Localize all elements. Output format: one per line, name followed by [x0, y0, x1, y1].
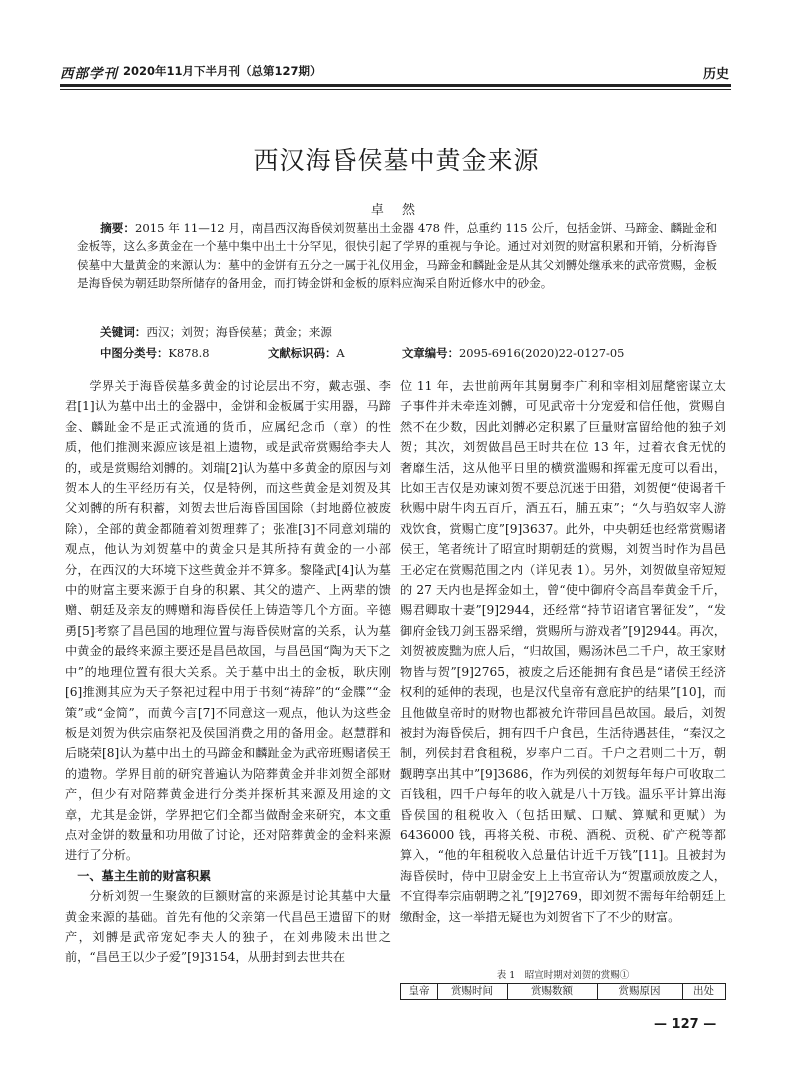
classification-line — [100, 345, 720, 361]
table-header-cell: 赏赐原因 — [597, 984, 683, 999]
header-rule-thick — [60, 84, 731, 87]
page-number: — 127 — — [654, 1017, 717, 1032]
abstract — [77, 219, 717, 293]
document-code: 文献标识码：A — [268, 346, 345, 360]
page-header — [60, 60, 731, 84]
body-paragraph: 分析刘贺一生聚敛的巨额财富的来源是讨论其墓中大量黄金来源的基础。首先有他的父亲第一代昌邑王遗留下的财产，刘髆是武帝宠妃李夫人的独子，在刘弗陵未出世之前，“昌邑王以少子爱”[9]3154，从册封到去世共在 — [65, 889, 391, 965]
abstract-text: 2015 年 11—12 月，南昌西汉海昏侯刘贺墓出土金器 478 件，总重约 115 公斤，包括金饼、马蹄金、麟趾金和金板等，这么多黄金在一个墓中集中出土十分罕见，很快引起了学界的重视与争论。通过对刘贺的财富积累和开销，分析海昏侯墓中大量黄金的来源认为：墓中的金饼有五分之一属于礼仪用金，马蹄金和麟趾金是从其父刘髆处继承来的武帝赏赐，金板是海昏侯为朝廷助祭所储存的备用金，而打铸金饼和金板的原料应淘采自附近修水中的砂金。 — [77, 221, 717, 291]
issue-info: 2020年11月下半月刊（总第127期） — [123, 64, 322, 78]
keywords-text: 西汉；刘贺；海昏侯墓；黄金；来源 — [146, 325, 332, 339]
section-heading: 一、墓主生前的财富积累 — [77, 868, 212, 883]
clc-number: 中图分类号：K878.8 — [100, 346, 210, 360]
right-column — [400, 376, 726, 927]
section-name: 历史 — [702, 67, 729, 82]
article-title: 西汉海昏侯墓中黄金来源 — [253, 146, 540, 175]
body-paragraph: 位 11 年，去世前两年其舅舅李广利和宰相刘屈氂密谋立太子事件并未牵连刘髆，可见武帝十分宠爱和信任他，赏赐自然不在少数，因此刘髆必定积累了巨量财富留给他的独子刘贺；其次，刘贺做昌邑王时共在位 13 年，过着衣食无忧的奢靡生活，这从他平日里的横赏滥赐和挥霍无度可以看出，比如王吉仅是劝谏刘贺不要总沉迷于田猎，刘贺便“使谒者千秋赐中尉牛肉五百斤，酒五石，脯五束”；“久与驺奴宰人游戏饮食，赏赐亡度”[9]3637。此外，中央朝廷也经常赏赐诸侯王，笔者统计了昭宣时期朝廷的赏赐，刘贺当时作为昌邑王必定在赏赐范围之内（详见表 1）。另外，刘贺做皇帝短短的 27 天内也是挥金如土，曾“使中御府令高昌奉黄金千斤，赐君卿取十妻”[9]2944，还经常“持节诏诸官署征发”，“发御府金钱刀剑玉器采缯，赏赐所与游戏者”[9]2944。再次，刘贺被废黜为庶人后，“归故国，赐汤沐邑二千户，故王家财物皆与贺”[9]2765，被废之后还能拥有食邑是“诸侯王经济权利的延伸的表现，也是汉代皇帝有意庇护的结果”[10]，而且他做皇帝时的财物也都被允许带回昌邑故国。最后，刘贺被封为海昏侯后，拥有四千户食邑，生活待遇甚佳，“秦汉之制，列侯封君食租税，岁率户二百。千户之君则二十万，朝觐聘享出其中”[9]3686，作为列侯的刘贺每年每户可收取二百钱租，四千户每年的收入就是八十万钱。温乐平计算出海昏侯国的租税收入（包括田赋、口赋、算赋和更赋）为 6436000 钱，再将关税、市税、酒税、贡税、矿产税等都算入，“他的年租税收入总量估计近千万钱”[11]。且被封为海昏侯时，侍中卫尉金安上上书宣帝认为“贺嚚顽放废之人，不宜得奉宗庙朝聘之礼”[9]2769，即刘贺不需每年给朝廷上缴酎金，这一举措无疑也为刘贺省下了不少的财富。 — [400, 379, 726, 924]
keywords — [100, 324, 332, 340]
table-header-cell: 出处 — [693, 985, 714, 997]
table-caption: 表 1 昭宣时期对刘贺的赏赐① — [496, 970, 630, 981]
journal-name: 西部学刊 — [60, 66, 118, 82]
header-rule-thin — [60, 89, 731, 90]
keywords-label: 关键词： — [100, 325, 147, 339]
article-number: 文章编号：2095-6916(2020)22-0127-05 — [402, 346, 625, 360]
table-header-cell: 赏赐时间 — [437, 984, 508, 999]
abstract-label: 摘要： — [100, 221, 136, 235]
table-header-row — [400, 983, 726, 1000]
table-header-cell: 赏赐数额 — [507, 984, 598, 999]
author-name: 卓 然 — [370, 203, 423, 218]
body-paragraph: 学界关于海昏侯墓多黄金的讨论层出不穷，戴志强、李君[1]认为墓中出土的金器中，金饼和金板属于实用器，马蹄金、麟趾金不是正式流通的货币，应属纪念币（章）的性质，他们推测来源应该是祖上遗物，或是武帝赏赐给李夫人的，或是赏赐给刘髆的。刘瑞[2]认为墓中多黄金的原因与刘贺本人的生平经历有关，仅是特例，而这些黄金是刘贺及其父刘髆的所有积蓄，刘贺去世后海昏国国除（封地爵位被废除），全部的黄金都随着刘贺理葬了；张准[3]不同意刘瑞的观点，他认为刘贺墓中的黄金只是其所持有黄金的一小部分，在西汉的大环境下这些黄金并不算多。黎隆武[4]认为墓中的财富主要来源于自身的积累、其父的遗产、上两辈的馈赠、朝廷及亲友的赙赠和海昏侯任上铸造等几个方面。辛德勇[5]考察了昌邑国的地理位置与海昏侯财富的关系，认为墓中黄金的最终来源主要还是昌邑故国，与昌邑国“陶为天下之中”的地理位置有很大关系。关于墓中出土的金板，耿庆刚[6]推测其应为天子祭祀过程中用于书刻“祷辞”的“金牒”“金策”或“金简”，而黄今言[7]不同意这一观点，他认为这些金板是刘贺为供宗庙祭祀及侯国消费之用的备用金。赵慧群和后晓荣[8]认为墓中出土的马蹄金和麟趾金为武帝班赐诸侯王的遗物。学界目前的研究普遍认为陪葬黄金并非刘贺全部财产，但少有对陪葬黄金进行分类并探析其来源及用途的文章，尤其是金饼，学界把它们全都当做酎金来研究，本文重点对金饼的数量和功用做了讨论，还对陪葬黄金的金料来源进行了分析。 — [65, 379, 391, 863]
left-column — [65, 376, 391, 968]
table-header-cell: 皇帝 — [401, 984, 438, 999]
